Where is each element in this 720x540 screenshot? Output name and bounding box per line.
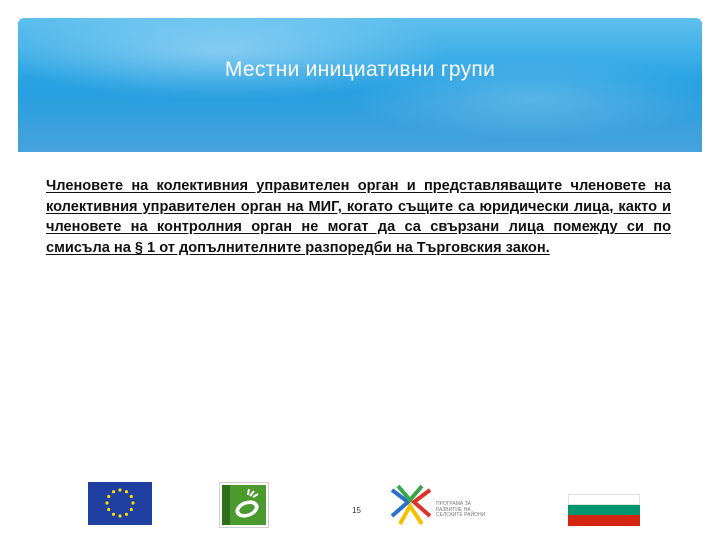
eu-stars-icon — [88, 482, 152, 525]
page-number: 15 — [352, 506, 361, 515]
flag-green-stripe — [568, 505, 640, 516]
bulgarian-flag — [568, 494, 640, 526]
slide-title: Местни инициативни групи — [224, 58, 496, 81]
leader-logo — [219, 482, 269, 528]
slide-body-text: Членовете на колективния управителен орган и представляващите членовете на колективния управителен орган на МИГ, когато същите са юридически лица, както и членовете на контролния орган не могат да са свързани лица помежду си по смисъла на § 1 от допълнителните разпоредби на Търговския закон. — [46, 178, 671, 256]
title-banner — [18, 18, 702, 152]
banner-wave-decoration — [18, 92, 702, 152]
flag-red-stripe — [568, 515, 640, 526]
rural-development-programme-logo — [388, 482, 498, 526]
footer-logos — [0, 478, 720, 528]
flag-white-stripe — [568, 494, 640, 505]
rdp-star-icon — [388, 482, 434, 526]
rdp-caption: ПРОГРАМА ЗА РАЗВИТИЕ НА СЕЛСКИТЕ РАЙОНИ — [436, 501, 486, 518]
eu-flag-logo — [88, 482, 152, 525]
leader-leaf-icon — [220, 483, 268, 527]
